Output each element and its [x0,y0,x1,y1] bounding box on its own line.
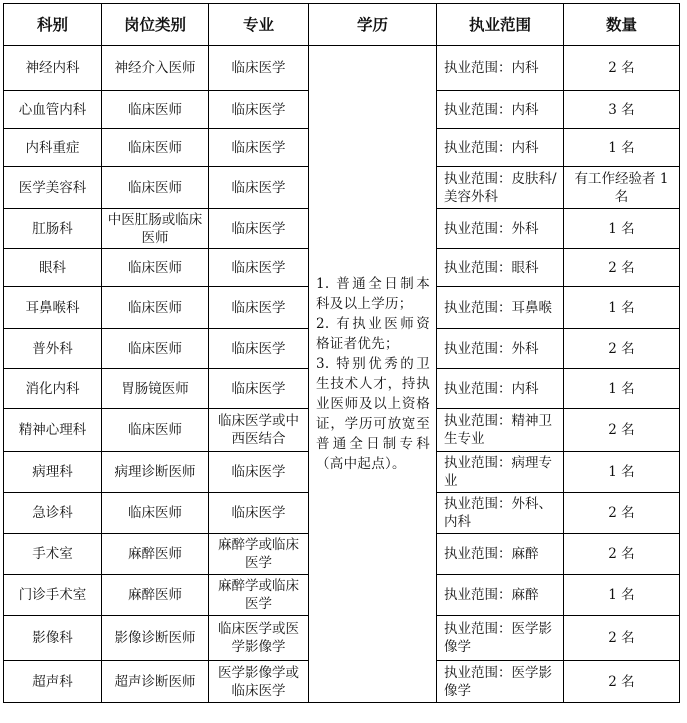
cell-dept: 内科重症 [4,129,102,167]
cell-dept: 精神心理科 [4,409,102,452]
cell-post: 临床医师 [102,287,209,329]
cell-count: 1 名 [564,369,680,409]
cell-dept: 消化内科 [4,369,102,409]
education-requirements: 1. 普通全日制本科及以上学历； 2. 有执业医师资格证者优先； 3. 特别优秀的卫生技术人才，持执业医师及以上资格证，学历可放宽至普通全日制专科（高中起点）。 [316,276,430,472]
cell-count: 2 名 [564,409,680,452]
cell-major: 医学影像学或临床医学 [209,661,309,703]
cell-dept: 医学美容科 [4,167,102,209]
cell-count: 2 名 [564,493,680,534]
cell-dept: 门诊手术室 [4,575,102,616]
cell-post: 临床医师 [102,329,209,369]
cell-count: 2 名 [564,46,680,91]
cell-post: 临床医师 [102,249,209,287]
header-row [4,4,680,46]
cell-post: 临床医师 [102,167,209,209]
cell-count: 1 名 [564,129,680,167]
cell-scope: 执业范围：内科 [437,129,564,167]
cell-scope: 执业范围：皮肤科/美容外科 [437,167,564,209]
cell-major: 麻醉学或临床医学 [209,534,309,575]
cell-dept: 耳鼻喉科 [4,287,102,329]
cell-post: 临床医师 [102,409,209,452]
cell-post: 影像诊断医师 [102,616,209,661]
cell-dept: 神经内科 [4,46,102,91]
header-count: 数量 [564,4,680,46]
cell-count: 3 名 [564,91,680,129]
header-education: 学历 [309,4,437,46]
cell-dept: 眼科 [4,249,102,287]
cell-scope: 执业范围：麻醉 [437,534,564,575]
cell-post: 中医肛肠或临床医师 [102,209,209,249]
cell-count: 2 名 [564,661,680,703]
cell-scope: 执业范围：外科 [437,329,564,369]
cell-count: 有工作经验者 1 名 [564,167,680,209]
cell-scope: 执业范围：精神卫生专业 [437,409,564,452]
cell-dept: 急诊科 [4,493,102,534]
cell-major: 临床医学 [209,369,309,409]
cell-count: 1 名 [564,575,680,616]
cell-count: 1 名 [564,209,680,249]
header-post: 岗位类别 [102,4,209,46]
cell-scope: 执业范围：医学影像学 [437,661,564,703]
table-body [4,46,680,703]
header-dept: 科别 [4,4,102,46]
cell-major: 临床医学或中西医结合 [209,409,309,452]
cell-dept: 普外科 [4,329,102,369]
cell-major: 临床医学 [209,167,309,209]
cell-major: 临床医学 [209,329,309,369]
cell-major: 临床医学或医学影像学 [209,616,309,661]
cell-major: 临床医学 [209,452,309,493]
cell-dept: 超声科 [4,661,102,703]
cell-education [309,46,437,703]
cell-dept: 影像科 [4,616,102,661]
cell-post: 麻醉医师 [102,575,209,616]
cell-scope: 执业范围：眼科 [437,249,564,287]
cell-post: 临床医师 [102,91,209,129]
cell-scope: 执业范围：内科 [437,91,564,129]
header-scope: 执业范围 [437,4,564,46]
cell-scope: 执业范围：外科、内科 [437,493,564,534]
recruitment-table [3,3,680,703]
cell-post: 神经介入医师 [102,46,209,91]
cell-major: 临床医学 [209,129,309,167]
cell-scope: 执业范围：内科 [437,46,564,91]
cell-count: 1 名 [564,287,680,329]
cell-post: 胃肠镜医师 [102,369,209,409]
cell-scope: 执业范围：病理专业 [437,452,564,493]
cell-count: 2 名 [564,249,680,287]
cell-scope: 执业范围：耳鼻喉 [437,287,564,329]
cell-major: 临床医学 [209,91,309,129]
cell-post: 临床医师 [102,129,209,167]
cell-post: 麻醉医师 [102,534,209,575]
cell-scope: 执业范围：麻醉 [437,575,564,616]
cell-count: 2 名 [564,329,680,369]
cell-major: 临床医学 [209,249,309,287]
cell-dept: 肛肠科 [4,209,102,249]
cell-dept: 心血管内科 [4,91,102,129]
cell-post: 病理诊断医师 [102,452,209,493]
cell-dept: 病理科 [4,452,102,493]
cell-major: 临床医学 [209,46,309,91]
cell-scope: 执业范围：外科 [437,209,564,249]
cell-dept: 手术室 [4,534,102,575]
cell-count: 2 名 [564,534,680,575]
cell-major: 临床医学 [209,287,309,329]
cell-post: 超声诊断医师 [102,661,209,703]
cell-major: 临床医学 [209,493,309,534]
cell-count: 1 名 [564,452,680,493]
cell-count: 2 名 [564,616,680,661]
header-major: 专业 [209,4,309,46]
table-row [4,46,680,91]
cell-major: 临床医学 [209,209,309,249]
cell-major: 麻醉学或临床医学 [209,575,309,616]
cell-scope: 执业范围：内科 [437,369,564,409]
cell-scope: 执业范围：医学影像学 [437,616,564,661]
cell-post: 临床医师 [102,493,209,534]
